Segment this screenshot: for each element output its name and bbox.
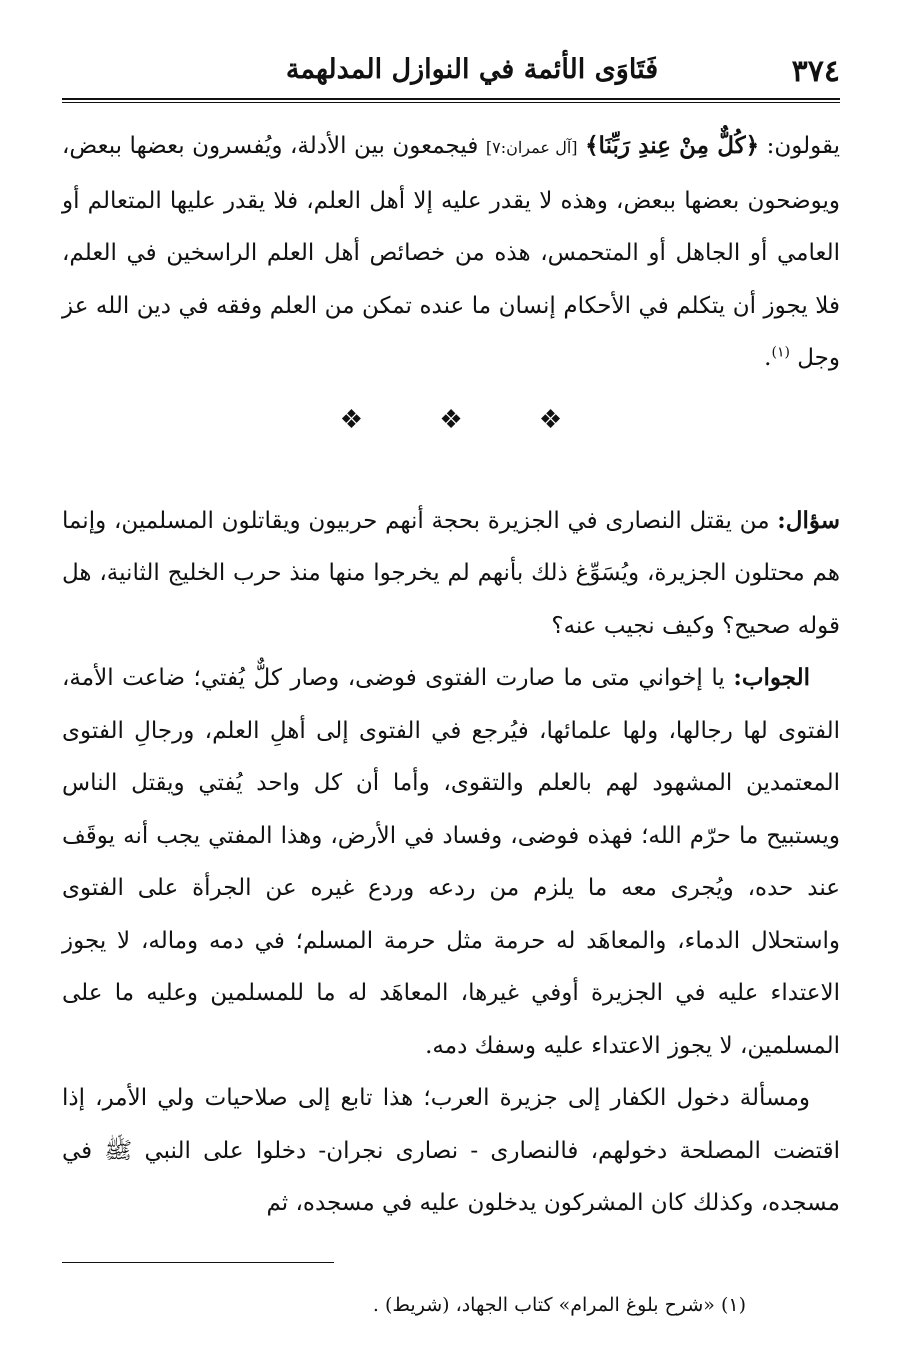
question-paragraph [62, 495, 840, 653]
footnote-text: «شرح بلوغ المرام» كتاب الجهاد، (شريط) . [372, 1294, 715, 1316]
footnote-rule [62, 1262, 334, 1263]
paragraph-lead: يقولون: [766, 133, 841, 159]
question-text: من يقتل النصارى في الجزيرة بحجة أنهم حربيون ويقاتلون المسلمين، وإنما هم محتلون الجزيرة، ويُسَوِّغ ذلك بأنهم لم يخرجوا منها منذ حرب الخليج الثانية، هل قوله صحيح؟ وكيف نجيب عنه؟ [62, 507, 840, 639]
honorific-glyph: ﷺ [104, 1137, 133, 1164]
paragraph-text-after: في مسجده، وكذلك كان المشركون يدخلون عليه في مسجده، ثم [62, 1137, 840, 1216]
page-number: ٣٧٤ [791, 54, 840, 89]
answer-text: يا إخواني متى ما صارت الفتوى فوضى، وصار كلٌّ يُفتي؛ ضاعت الأمة، الفتوى لها رجالها، ولها علمائها، فيُرجع في الفتوى إلى أهلِ العلم، ورجالِ الفتوى المعتمدين المشهود لهم بالعلم والتقوى، وأما أن كل واحد يُفتي ويقتل الناس ويستبيح ما حرّم الله؛ فهذه فوضى، وفساد في الأرض، وهذا المفتي يجب أنه يوقَف عند حده، ويُجرى معه ما يلزم من ردعه وردع غيره عن الجرأة على الفتوى واستحلال الدماء، والمعاهَد له حرمة مثل حرمة المسلم؛ في دمه وماله، لا يجوز الاعتداء عليه في الجزيرة أوفي غيرها، المعاهَد له ما للمسلمين وعليه ما على المسلمين، لا يجوز الاعتداء عليه وسفك دمه. [62, 665, 840, 1059]
paragraph-continuation [62, 120, 840, 385]
page-body [62, 120, 840, 1230]
running-title: فَتَاوَى الأئمة في النوازل المدلهمة [285, 54, 659, 85]
quran-reference: [آل عمران:٧] [485, 138, 578, 157]
answer-label: الجواب: [733, 664, 810, 691]
paragraph-kuffar-entry [62, 1072, 840, 1230]
paragraph-text: فيجمعون بين الأدلة، ويُفسرون بعضها ببعض، ويوضحون بعضها ببعض، وهذه لا يقدر عليه إلا أهل العلم، فلا يقدر عليها المتعالم أو العامي أو الجاهل أو المتحمس، هذه من خصائص أهل العلم الراسخين في العلم، فلا يجوز أن يتكلم في الأحكام إنسان ما عنده تمكن من العلم وفقه في دين الله عز وجل [62, 133, 840, 371]
page-header [62, 48, 840, 102]
section-ornaments: ❖ ❖ ❖ [339, 404, 597, 435]
paragraph-end: . [764, 345, 772, 371]
paragraph-text-before: ومسألة دخول الكفار إلى جزيرة العرب؛ هذا تابع إلى صلاحيات ولي الأمر، إذا اقتضت المصلحة دخولهم، فالنصارى - نصارى نجران- دخلوا على النبي [62, 1085, 841, 1164]
footnote [62, 1288, 746, 1322]
question-label: سؤال: [777, 506, 841, 534]
header-rule [62, 98, 840, 103]
section-gap [62, 455, 840, 495]
quran-verse: ﴿كُلٌّ مِنْ عِندِ رَبِّنَا﴾ [585, 132, 760, 159]
answer-paragraph [62, 652, 840, 1072]
footnote-marker[interactable]: (١) [771, 344, 790, 361]
footnote-number: (١) [720, 1294, 746, 1316]
